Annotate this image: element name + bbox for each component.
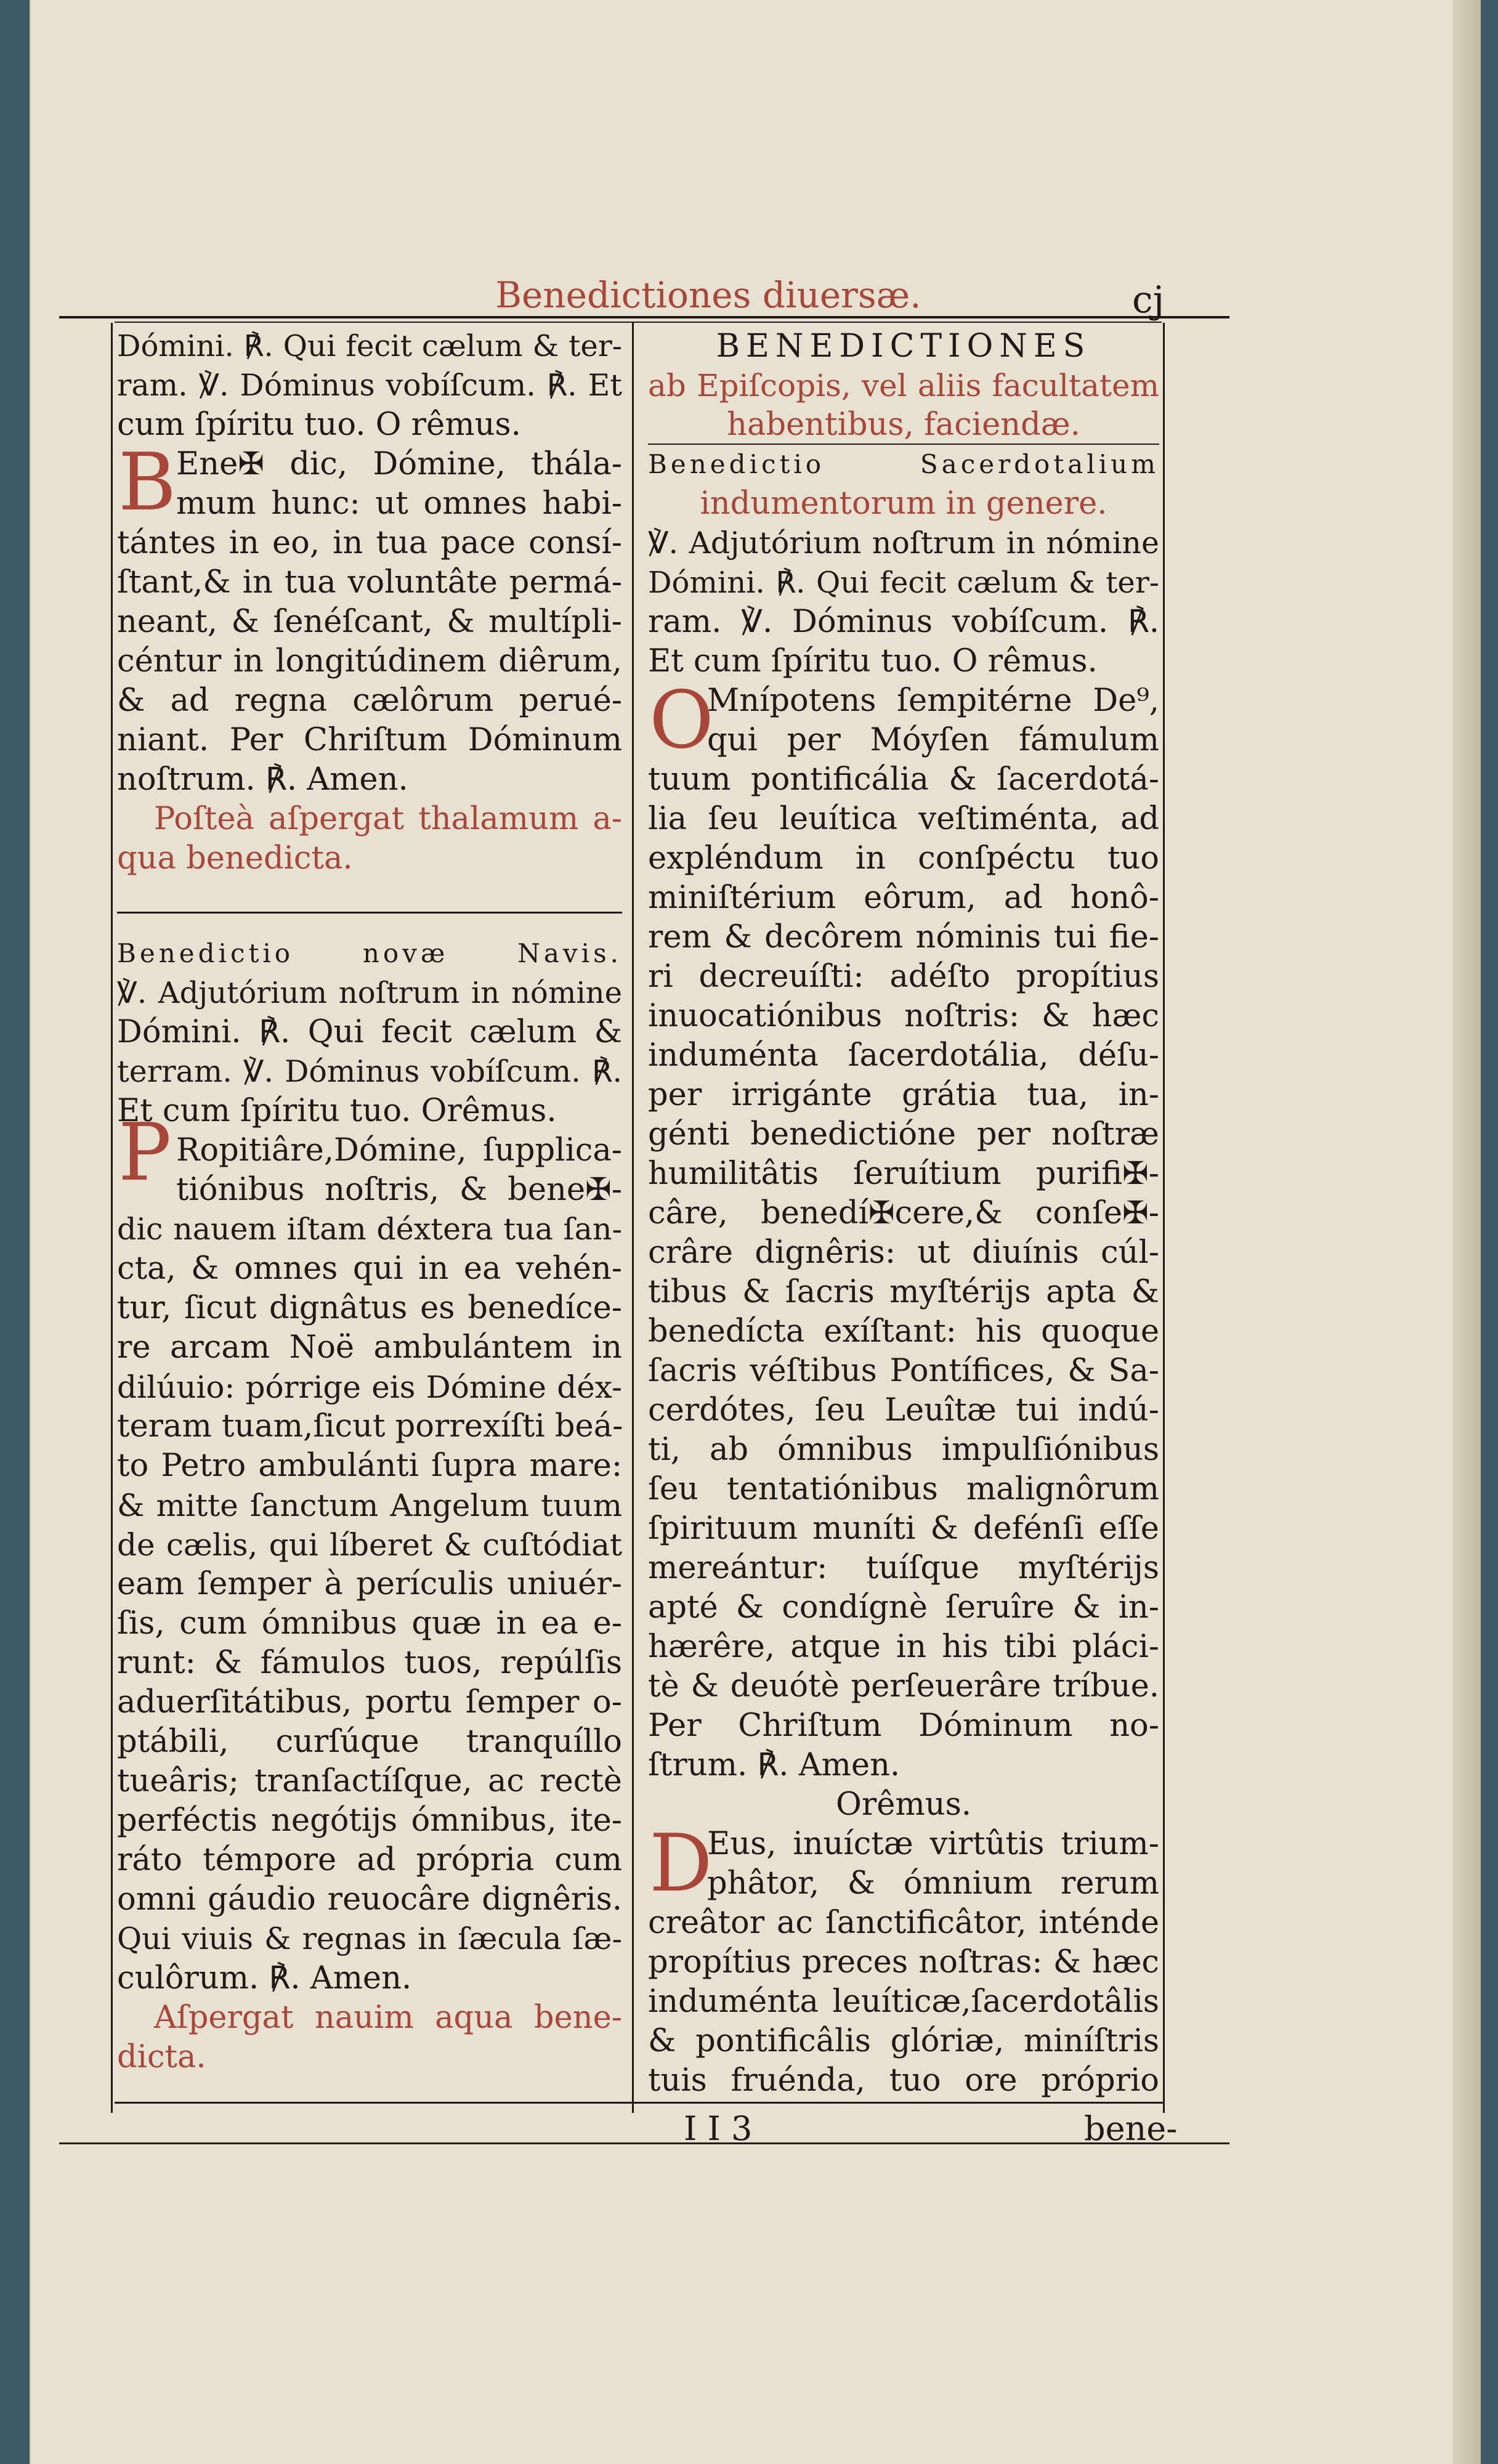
- text-line: cta, & omnes qui in ea vehén-: [117, 1250, 622, 1287]
- text-line: dilúuio: pórrige eis Dómine déx-: [117, 1369, 622, 1405]
- text-line: hærêre, atque in his tibi pláci-: [648, 1629, 1159, 1665]
- text-line: ſpirituum muníti & defénſi eſſe: [648, 1510, 1159, 1547]
- text-line: niant. Per Chriſtum Dóminum: [117, 722, 622, 758]
- text-line: benedícta exíſtant: his quoque: [648, 1313, 1159, 1350]
- text-line: ram. ℣. Dóminus vobíſcum. ℟.: [648, 604, 1159, 640]
- text-line: terram. ℣. Dóminus vobíſcum. ℟.: [117, 1054, 622, 1089]
- text-line: Et cum ſpíritu tuo. Orêmus.: [117, 1093, 557, 1129]
- drop-cap-p: P: [118, 1107, 172, 1199]
- text-line: eam ſemper à perículis uniuér-: [117, 1566, 622, 1602]
- catchword: bene-: [1084, 2109, 1178, 2148]
- text-line: re arcam Noë ambulántem in: [117, 1329, 622, 1366]
- text-line: tiónibus noſtris, & bene✠-: [176, 1172, 622, 1208]
- page-edge: [1452, 0, 1481, 2464]
- text-line: tuis fruénda, tuo ore próprio: [648, 2062, 1159, 2099]
- text-line: neant, & ſenéſcant, & multípli-: [117, 604, 622, 640]
- section-heading: BENEDICTIONES: [716, 328, 1091, 365]
- text-line: Dómini. ℟. Qui fecit cælum & ter-: [117, 329, 622, 363]
- text-line: humilitâtis ſeruítium purifi✠-: [648, 1156, 1159, 1192]
- text-line: perféctis negótijs ómnibus, ite-: [117, 1802, 622, 1839]
- text-line: ℣. Adjutórium noſtrum in nómine: [117, 976, 622, 1010]
- text-line: ſis, cum ómnibus quæ in ea e-: [117, 1605, 622, 1642]
- text-line: propítius preces noſtras: & hæc: [648, 1944, 1159, 1980]
- text-line: ſacris véſtibus Pontífices, & Sa-: [648, 1353, 1159, 1389]
- text-line: génti benedictióne per noſtræ: [648, 1116, 1159, 1153]
- text-line: crâre dignêris: ut diuínis cúl-: [648, 1234, 1159, 1271]
- text-line: creâtor ac ſanctificâtor, inténde: [648, 1905, 1159, 1941]
- text-line: lia ſeu leuítica veſtiménta, ad: [648, 801, 1159, 837]
- rubric-line: habentibus, faciendæ.: [727, 407, 1080, 443]
- text-line: inuocatiónibus noſtris: & hæc: [648, 998, 1159, 1034]
- text-line: tibus & ſacris myſtérijs apta &: [648, 1274, 1159, 1310]
- rubric-line: Aſpergat nauim aqua bene-: [154, 2000, 622, 2036]
- text-line: omni gáudio reuocâre dignêris.: [117, 1881, 622, 1918]
- text-line: ſtrum. ℟. Amen.: [648, 1747, 901, 1783]
- rubric-line: qua benedicta.: [117, 840, 353, 877]
- signature-mark: I I 3: [684, 2109, 753, 2148]
- rubric-line: indumentorum in genere.: [700, 485, 1107, 522]
- text-line: mereántur: tuíſque myſtérijs: [648, 1550, 1159, 1586]
- section-heading: Benedictio novæ Navis.: [117, 938, 622, 968]
- text-line: Per Chriſtum Dóminum no-: [648, 1708, 1159, 1744]
- text-line: phâtor, & ómnium rerum: [707, 1865, 1159, 1902]
- text-line: rem & decôrem nóminis tui fie-: [648, 919, 1159, 955]
- right-column: [648, 326, 1159, 2101]
- footer-rule: [115, 2102, 1163, 2104]
- text-line: Ene✠ dic, Dómine, thála-: [176, 446, 622, 482]
- text-line: noſtrum. ℟. Amen.: [117, 761, 408, 798]
- text-line: cum ſpíritu tuo. O rêmus.: [117, 407, 521, 443]
- section-heading: Benedictio Sacerdotalium: [648, 449, 1159, 479]
- drop-cap-o: O: [649, 675, 714, 766]
- text-line: Dómini. ℟. Qui fecit cælum &: [117, 1014, 622, 1050]
- folio-number: cj: [1132, 278, 1165, 322]
- text-line: miniſtérium eôrum, ad honô-: [648, 880, 1159, 916]
- text-line: & ad regna cælôrum perué-: [117, 683, 622, 719]
- drop-cap-d: D: [649, 1818, 713, 1910]
- header-rule-inner: [115, 322, 1162, 323]
- text-line: ſeu tentatiónibus malignôrum: [648, 1471, 1159, 1507]
- left-border: [111, 323, 113, 2113]
- text-line: Ropitiâre,Dómine, ſupplica-: [176, 1132, 622, 1169]
- text-line: Eus, inuíctæ virtûtis trium-: [707, 1826, 1159, 1862]
- rubric-line: dicta.: [117, 2039, 206, 2075]
- column-divider: [632, 323, 634, 2113]
- text-line: teram tuam,ſicut porrexíſti beá-: [117, 1408, 623, 1445]
- text-line: runt: & fámulos tuos, repúlſis: [117, 1645, 622, 1681]
- text-line: tueâris; tranſactíſque, ac rectè: [117, 1763, 622, 1799]
- footer-rule-outer: [59, 2142, 1229, 2144]
- running-head: Benedictiones diuersæ.: [495, 274, 921, 316]
- text-line: qui per Móyſen fámulum: [707, 722, 1159, 758]
- text-line: & mitte ſanctum Angelum tuum: [117, 1488, 622, 1523]
- text-line: expléndum in conſpéctu tuo: [648, 840, 1159, 877]
- text-line: ptábili, curſúque tranquíllo: [117, 1724, 622, 1760]
- right-border: [1163, 323, 1165, 2113]
- blank-line: [117, 878, 622, 918]
- text-line: ri decreuíſti: adéſto propítius: [648, 958, 1159, 995]
- text-line: aduerſitátibus, portu ſemper o-: [117, 1684, 622, 1720]
- left-column: [117, 326, 622, 2077]
- text-line: induménta ſacerdotália, déſu-: [648, 1037, 1159, 1074]
- text-line: câre, benedí✠cere,& conſe✠-: [648, 1195, 1159, 1231]
- text-line: apté & condígnè ſeruîre & in-: [648, 1589, 1159, 1626]
- drop-cap-b: B: [118, 437, 177, 529]
- text-line: & pontificâlis glóriæ, miníſtris: [648, 2023, 1159, 2059]
- text-line: Orêmus.: [836, 1786, 971, 1823]
- text-line: tur, ſicut dignâtus es benedíce-: [117, 1290, 622, 1326]
- text-line: céntur in longitúdinem diêrum,: [117, 643, 622, 679]
- text-line: ráto témpore ad própria cum: [117, 1842, 622, 1878]
- text-line: tè & deuótè perſeuerâre tríbue.: [648, 1668, 1159, 1704]
- text-line: culôrum. ℟. Amen.: [117, 1960, 412, 1996]
- text-line: tántes in eo, in tua pace consí-: [117, 525, 622, 561]
- rubric-line: ab Epiſcopis, vel aliis facultatem: [648, 368, 1159, 403]
- text-line: Et cum ſpíritu tuo. O rêmus.: [648, 643, 1098, 679]
- text-line: induménta leuíticæ,ſacerdotâlis: [648, 1984, 1159, 2020]
- text-line: ti, ab ómnibus impulſiónibus: [648, 1432, 1159, 1468]
- text-line: dic nauem iſtam déxtera tua ſan-: [117, 1212, 622, 1247]
- text-line: per irrigánte grátia tua, in-: [648, 1077, 1159, 1113]
- text-line: ram. ℣. Dóminus vobíſcum. ℟. Et: [117, 368, 622, 403]
- text-line: tuum pontificália & ſacerdotá-: [648, 761, 1159, 798]
- text-line: Dómini. ℟. Qui fecit cælum & ter-: [648, 565, 1159, 600]
- text-line: de cælis, qui líberet & cuſtódiat: [117, 1527, 622, 1563]
- text-line: cerdótes, ſeu Leuîtæ tui indú-: [648, 1392, 1159, 1429]
- text-line: Qui viuis & regnas in ſæcula ſæ-: [117, 1921, 622, 1956]
- text-line: mum hunc: ut omnes habi-: [176, 485, 622, 522]
- text-line: to Petro ambulánti ſupra mare:: [117, 1448, 622, 1484]
- text-line: Mnípotens ſempitérne De⁹,: [707, 683, 1159, 719]
- text-line: ſtant,& in tua voluntâte permá-: [117, 564, 622, 601]
- text-line: ℣. Adjutórium noſtrum in nómine: [648, 525, 1159, 561]
- rubric-line: Poſteà aſpergat thalamum a-: [154, 801, 622, 837]
